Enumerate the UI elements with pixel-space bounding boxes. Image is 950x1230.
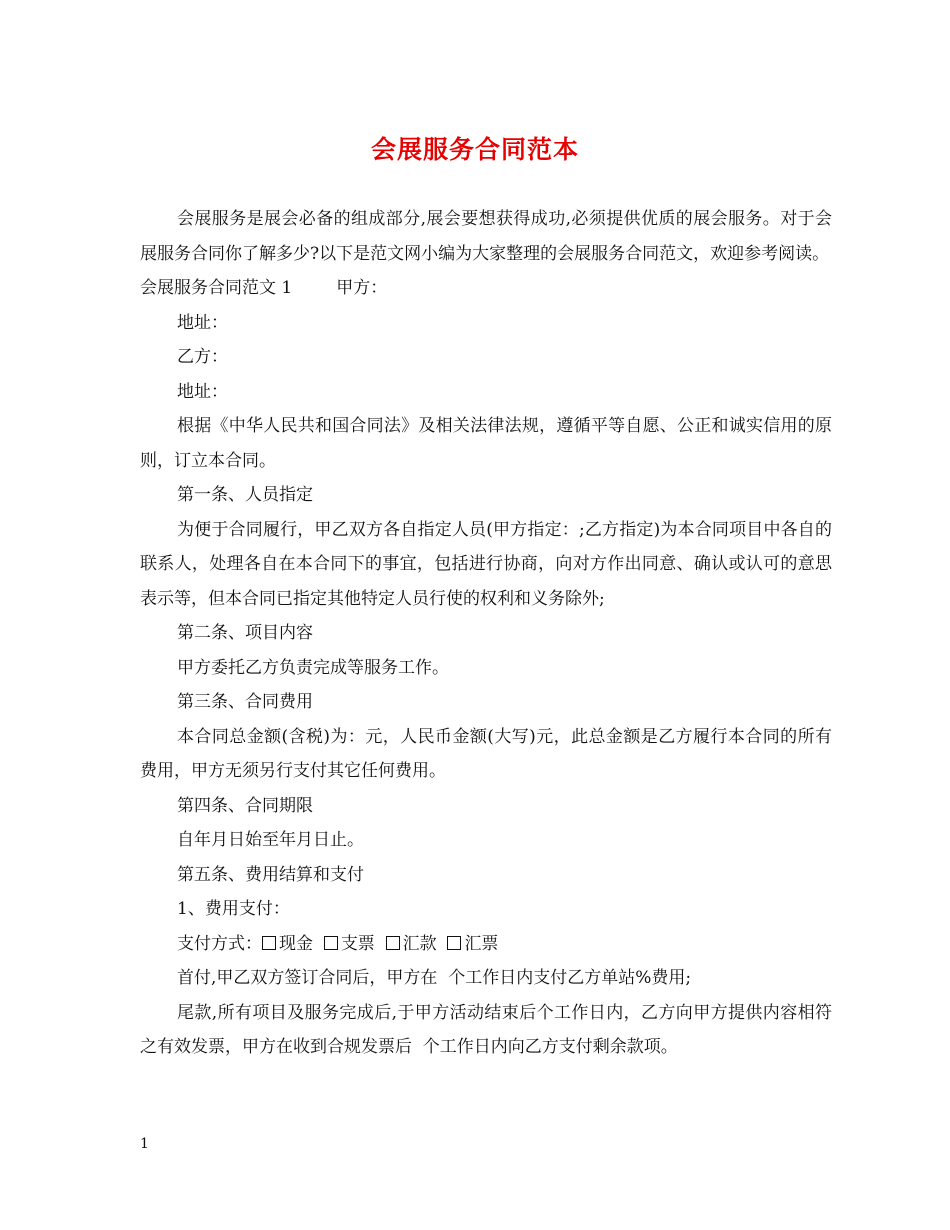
article-4-title: 第四条、合同期限 xyxy=(177,795,313,816)
checkbox-icon xyxy=(386,936,400,950)
article-1-text: 为便于合同履行，甲乙双方各自指定人员(甲方指定：;乙方指定)为本合同项目中各自的联系人，处理各自在本合同下的事宜，包括进行协商，向对方作出同意、确认或认可的意思表示等，但本合同已指定其他特定人员行使的权利和义务除外; xyxy=(140,519,832,609)
checkbox-icon xyxy=(447,936,461,950)
article-2-text: 甲方委托乙方负责完成等服务工作。 xyxy=(177,657,449,678)
first-payment-text: 首付,甲乙双方签订合同后，甲方在 个工作日内支付乙方单站%费用; xyxy=(177,968,692,988)
page-number: 1 xyxy=(140,1136,149,1152)
party-b-label: 乙方： xyxy=(177,347,228,367)
article-2-title: 第二条、项目内容 xyxy=(177,623,313,643)
article-3-title: 第三条、合同费用 xyxy=(177,692,313,712)
article-4-text: 自年月日始至年月日止。 xyxy=(177,830,364,850)
payment-option-transfer: 汇款 xyxy=(386,934,437,954)
final-payment-text: 尾款,所有项目及服务完成后,于甲方活动结束后个工作日内，乙方向甲方提供内容相符之有效发票，甲方在收到合规发票后 个工作日内向乙方支付剩余款项。 xyxy=(140,1002,832,1057)
address-label-b: 地址： xyxy=(177,381,228,402)
payment-option-cash: 现金 xyxy=(262,934,313,954)
payment-option-draft: 汇票 xyxy=(447,934,498,954)
checkbox-icon xyxy=(324,936,338,950)
payment-method-label: 支付方式： xyxy=(177,933,262,954)
sample-heading: 会展服务合同范文 1 xyxy=(140,278,293,298)
article-5-title: 第五条、费用结算和支付 xyxy=(177,864,364,885)
sample-heading-line xyxy=(140,271,832,306)
payment-method-line xyxy=(140,927,832,962)
address-label-a: 地址： xyxy=(177,312,228,333)
article-1-title: 第一条、人员指定 xyxy=(177,485,313,505)
intro-paragraph: 会展服务是展会必备的组成部分,展会要想获得成功,必须提供优质的展会服务。对于会展服务合同你了解多少?以下是范文网小编为大家整理的会展服务合同范文，欢迎参考阅读。 xyxy=(140,209,832,264)
payment-option-check: 支票 xyxy=(324,934,375,954)
article-3-text: 本合同总金额(含税)为：元，人民币金额(大写)元，此总金额是乙方履行本合同的所有费用，甲方无须另行支付其它任何费用。 xyxy=(140,726,832,781)
basis-paragraph: 根据《中华人民共和国合同法》及相关法律法规，遵循平等自愿、公正和诚实信用的原则，订立本合同。 xyxy=(140,416,832,471)
document-title: 会展服务合同范本 xyxy=(370,135,579,164)
checkbox-icon xyxy=(262,936,276,950)
party-a-label: 甲方： xyxy=(336,278,388,298)
document-body xyxy=(140,202,832,1065)
payment-item: 1、费用支付： xyxy=(177,899,290,919)
